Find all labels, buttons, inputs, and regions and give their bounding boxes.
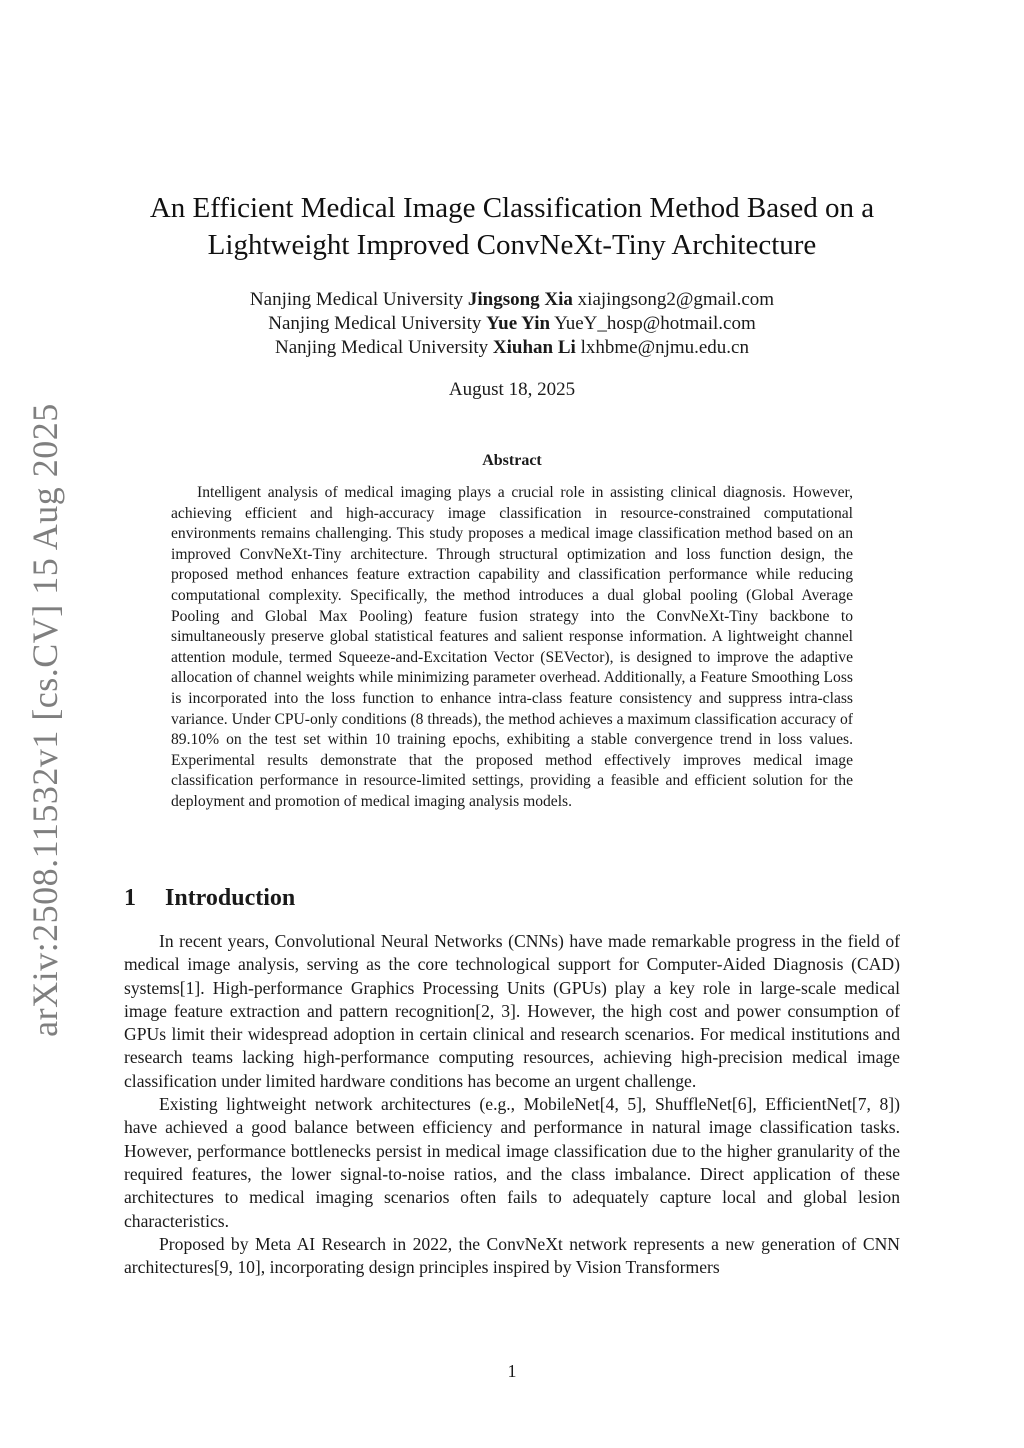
arxiv-identifier-stamp: arXiv:2508.11532v1 [cs.CV] 15 Aug 2025 (25, 403, 65, 1037)
author-name: Xiuhan Li (492, 337, 576, 358)
body-paragraph: Proposed by Meta AI Research in 2022, the ConvNeXt network represents a new generation of CNN architectures[9, 10], incorporating design principles inspired by Vision Transformers (124, 1233, 900, 1278)
author-affiliation: Nanjing Medical University (268, 313, 482, 334)
page-number: 1 (507, 1361, 517, 1381)
body-paragraph: Existing lightweight network architectures (e.g., MobileNet[4, 5], ShuffleNet[6], EfficientNet[7, 8]) have achieved a good balance between efficiency and performance in natural image classification tasks. However, performance bottlenecks persist in medical image classification due to the higher granularity of the required features, the lower signal-to-noise ratios, and the class imbalance. Direct application of these architectures to medical imaging scenarios often fails to adequately capture local and global lesion characteristics. (124, 1094, 900, 1231)
author-email: xiajingsong2@gmail.com (577, 289, 775, 310)
publication-date: August 18, 2025 (448, 379, 576, 400)
section-title: Introduction (165, 885, 296, 911)
author-affiliation: Nanjing Medical University (249, 289, 464, 310)
author-entry (120, 288, 904, 312)
section-body (124, 930, 900, 1279)
author-email: YueY_hosp@hotmail.com (554, 313, 756, 334)
paper-title-line-2: Lightweight Improved ConvNeXt-Tiny Architecture (207, 229, 817, 261)
abstract-heading: Abstract (482, 452, 542, 469)
paper-title (120, 190, 904, 264)
abstract-text: Intelligent analysis of medical imaging plays a crucial role in assisting clinical diagnosis. However, achieving efficient and high-accuracy image classification in resource-constrained computational environments remains challenging. This study proposes a medical image classification method based on an improved ConvNeXt-Tiny architecture. Through structural optimization and loss function design, the proposed method enhances feature extraction capability and classification performance while reducing computational complexity. Specifically, the method introduces a dual global pooling (Global Average Pooling and Global Max Pooling) feature fusion strategy into the ConvNeXt-Tiny backbone to simultaneously preserve global statistical features and salient response information. A lightweight channel attention module, termed Squeeze-and-Excitation Vector (SEVector), is designed to improve the adaptive allocation of channel weights while minimizing parameter overhead. Additionally, a Feature Smoothing Loss is incorporated into the loss function to enhance intra-class feature consistency and suppress intra-class variance. Under CPU-only conditions (8 threads), the method achieves a maximum classification accuracy of 89.10% on the test set within 10 training epochs, exhibiting a stable convergence trend in loss values. Experimental results demonstrate that the proposed method effectively improves medical image classification performance in resource-limited settings, providing a feasible and efficient solution for the deployment and promotion of medical imaging analysis models. (171, 484, 853, 810)
author-name: Yue Yin (486, 313, 551, 334)
author-email: lxhbme@njmu.edu.cn (580, 337, 749, 358)
paper-title-line-1: An Efficient Medical Image Classification Method Based on a (149, 192, 875, 224)
section-heading (124, 883, 904, 913)
section-number: 1 (124, 885, 136, 911)
author-affiliation: Nanjing Medical University (274, 337, 489, 358)
body-paragraph: In recent years, Convolutional Neural Networks (CNNs) have made remarkable progress in the field of medical image analysis, serving as the core technological support for Computer-Aided Diagnosis (CAD) systems[1]. High-performance Graphics Processing Units (GPUs) play a key role in large-scale medical image feature extraction and pattern recognition[2, 3]. However, the high cost and power consumption of GPUs limit their widespread adoption in certain clinical and research scenarios. For medical institutions and research teams lacking high-performance computing resources, achieving high-precision medical image classification under limited hardware conditions has become an urgent challenge. (124, 931, 900, 1091)
author-name: Jingsong Xia (467, 289, 573, 310)
author-list (120, 288, 904, 360)
author-entry (120, 336, 904, 360)
author-entry (120, 312, 904, 336)
